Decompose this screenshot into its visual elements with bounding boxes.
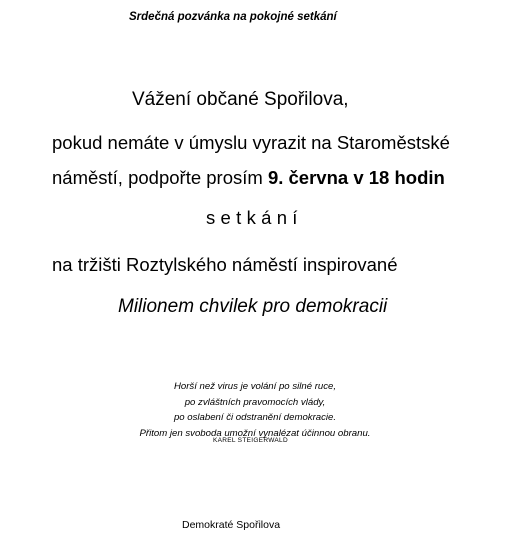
quote-line: Horší než virus je volání po silné ruce, [173, 381, 337, 392]
invitation-header: Srdečná pozvánka na pokojné setkání [129, 11, 337, 23]
body-line-1: pokud nemáte v úmyslu vyrazit na Staroměstské [52, 132, 450, 153]
body-line-3: na tržišti Roztylského náměstí inspirované [52, 254, 398, 275]
salutation: Vážení občané Spořilova, [132, 89, 349, 110]
quote-line: po zvláštních pravomocích vlády, [184, 396, 326, 408]
quote-author: KAREL STEIGERWALD [213, 437, 288, 444]
quote-block [133, 379, 377, 441]
signature: Demokraté Spořilova [182, 519, 281, 531]
body-line-2 [52, 167, 445, 189]
movement-name: Milionem chvilek pro demokracii [118, 296, 388, 317]
quote-line: po oslabení či odstranění demokracie. [173, 412, 337, 423]
body-line-2-prefix: náměstí, podpořte prosím [52, 167, 268, 188]
event-date-time: 9. června v 18 hodin [267, 167, 445, 188]
meeting-word: setkání [206, 207, 303, 228]
quote-line: Přitom jen svoboda umožní vynalézat účinnou obranu. [139, 427, 371, 439]
